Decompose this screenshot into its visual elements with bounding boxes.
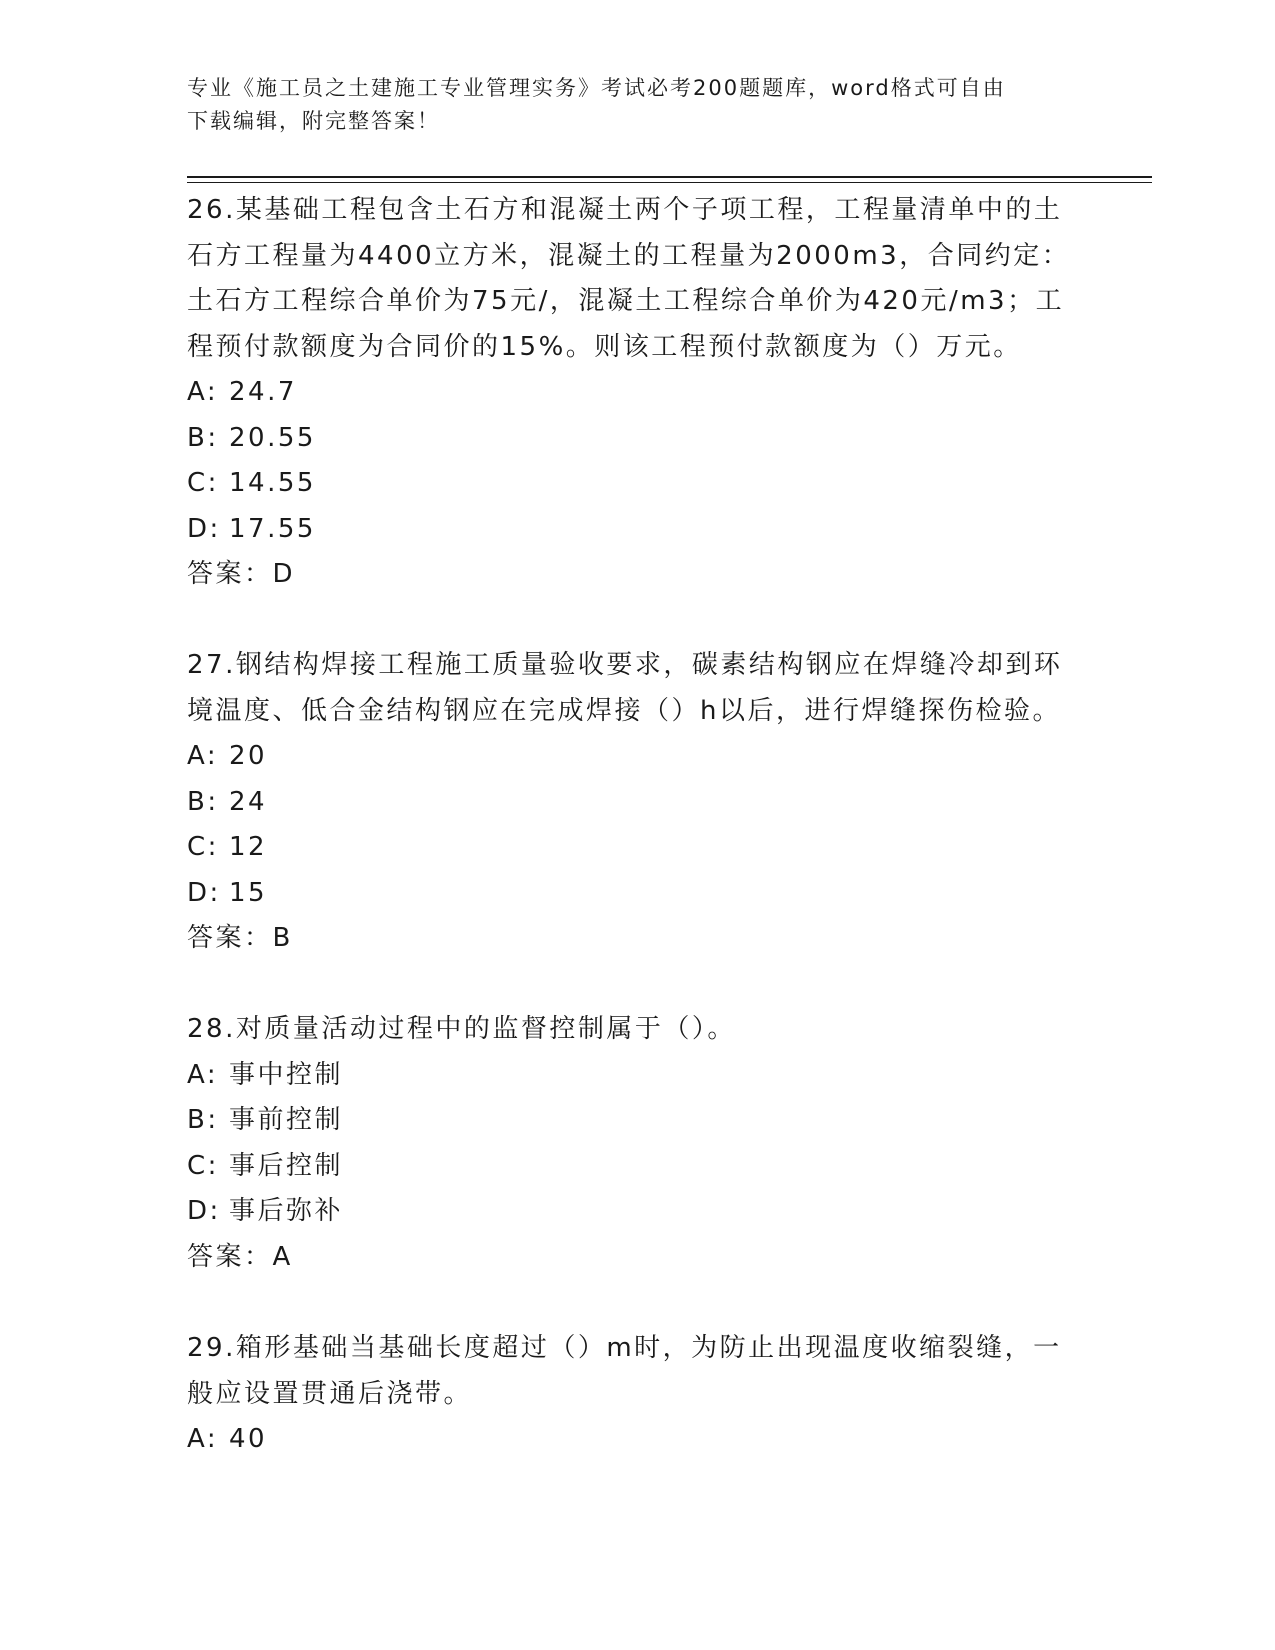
option-value: 事后弥补	[229, 1196, 344, 1226]
option-value: 14.55	[229, 468, 316, 498]
header-line-1: 专业《施工员之土建施工专业管理实务》考试必考200题题库，word格式可自由	[187, 76, 1006, 100]
answer: 答案：A	[187, 1241, 293, 1272]
option-c	[187, 825, 1087, 871]
option-value: 17.55	[229, 513, 316, 544]
question-text: 26.某基础工程包含土石方和混凝土两个子项工程，工程量清单中的土石方工程量为4400立方米，混凝土的工程量为2000m3，合同约定：土石方工程综合单价为75元/，混凝土工程综合单价为420元/m3；工程预付款额度为合同价的15%。则该工程预付款额度为（）万元。	[187, 195, 1071, 362]
option-d	[187, 507, 1087, 553]
option-value: 15	[229, 877, 268, 908]
option-a	[187, 370, 1087, 416]
option-key: B:	[187, 1105, 219, 1135]
question-27	[187, 643, 1087, 962]
question-text: 29.箱形基础当基础长度超过（）m时，为防止出现温度收缩裂缝，一般应设置贯通后浇带。	[187, 1333, 1062, 1409]
option-value: 20	[229, 741, 268, 771]
option-key: A:	[187, 377, 219, 407]
option-value: 40	[229, 1424, 268, 1454]
option-key: C:	[187, 832, 219, 862]
option-a	[187, 1053, 1087, 1099]
header-line-2: 下载编辑，附完整答案！	[187, 109, 440, 133]
option-b	[187, 416, 1087, 462]
document-header	[187, 72, 1087, 138]
header-rule-thick	[187, 176, 1152, 178]
option-value: 事后控制	[229, 1150, 344, 1181]
option-value: 事中控制	[229, 1059, 344, 1090]
option-key: A:	[187, 741, 219, 771]
option-a	[187, 734, 1087, 780]
option-value: 12	[229, 832, 268, 862]
answer: 答案：B	[187, 923, 293, 953]
header-rule-thin	[187, 182, 1152, 183]
answer: 答案：D	[187, 559, 296, 589]
option-key: D:	[187, 513, 221, 544]
option-d	[187, 1189, 1087, 1235]
question-text: 28.对质量活动过程中的监督控制属于（）。	[187, 1014, 736, 1044]
option-key: D:	[187, 1196, 221, 1226]
option-b	[187, 1098, 1087, 1144]
option-key: A:	[187, 1059, 219, 1090]
option-key: C:	[187, 1150, 219, 1181]
question-26	[187, 188, 1087, 598]
question-28	[187, 1007, 1087, 1280]
option-value: 事前控制	[229, 1105, 344, 1135]
option-key: A:	[187, 1424, 219, 1454]
option-key: C:	[187, 468, 219, 498]
option-key: B:	[187, 786, 219, 817]
option-d	[187, 871, 1087, 917]
option-key: D:	[187, 877, 221, 908]
option-key: B:	[187, 422, 219, 453]
option-b	[187, 780, 1087, 826]
option-value: 20.55	[229, 422, 316, 453]
option-c	[187, 1144, 1087, 1190]
option-a	[187, 1417, 1087, 1463]
question-text: 27.钢结构焊接工程施工质量验收要求，碳素结构钢应在焊缝冷却到环境温度、低合金结构钢应在完成焊接（）h以后，进行焊缝探伤检验。	[187, 650, 1063, 726]
option-value: 24.7	[229, 377, 297, 407]
question-29	[187, 1326, 1087, 1463]
option-c	[187, 461, 1087, 507]
option-value: 24	[229, 786, 268, 817]
